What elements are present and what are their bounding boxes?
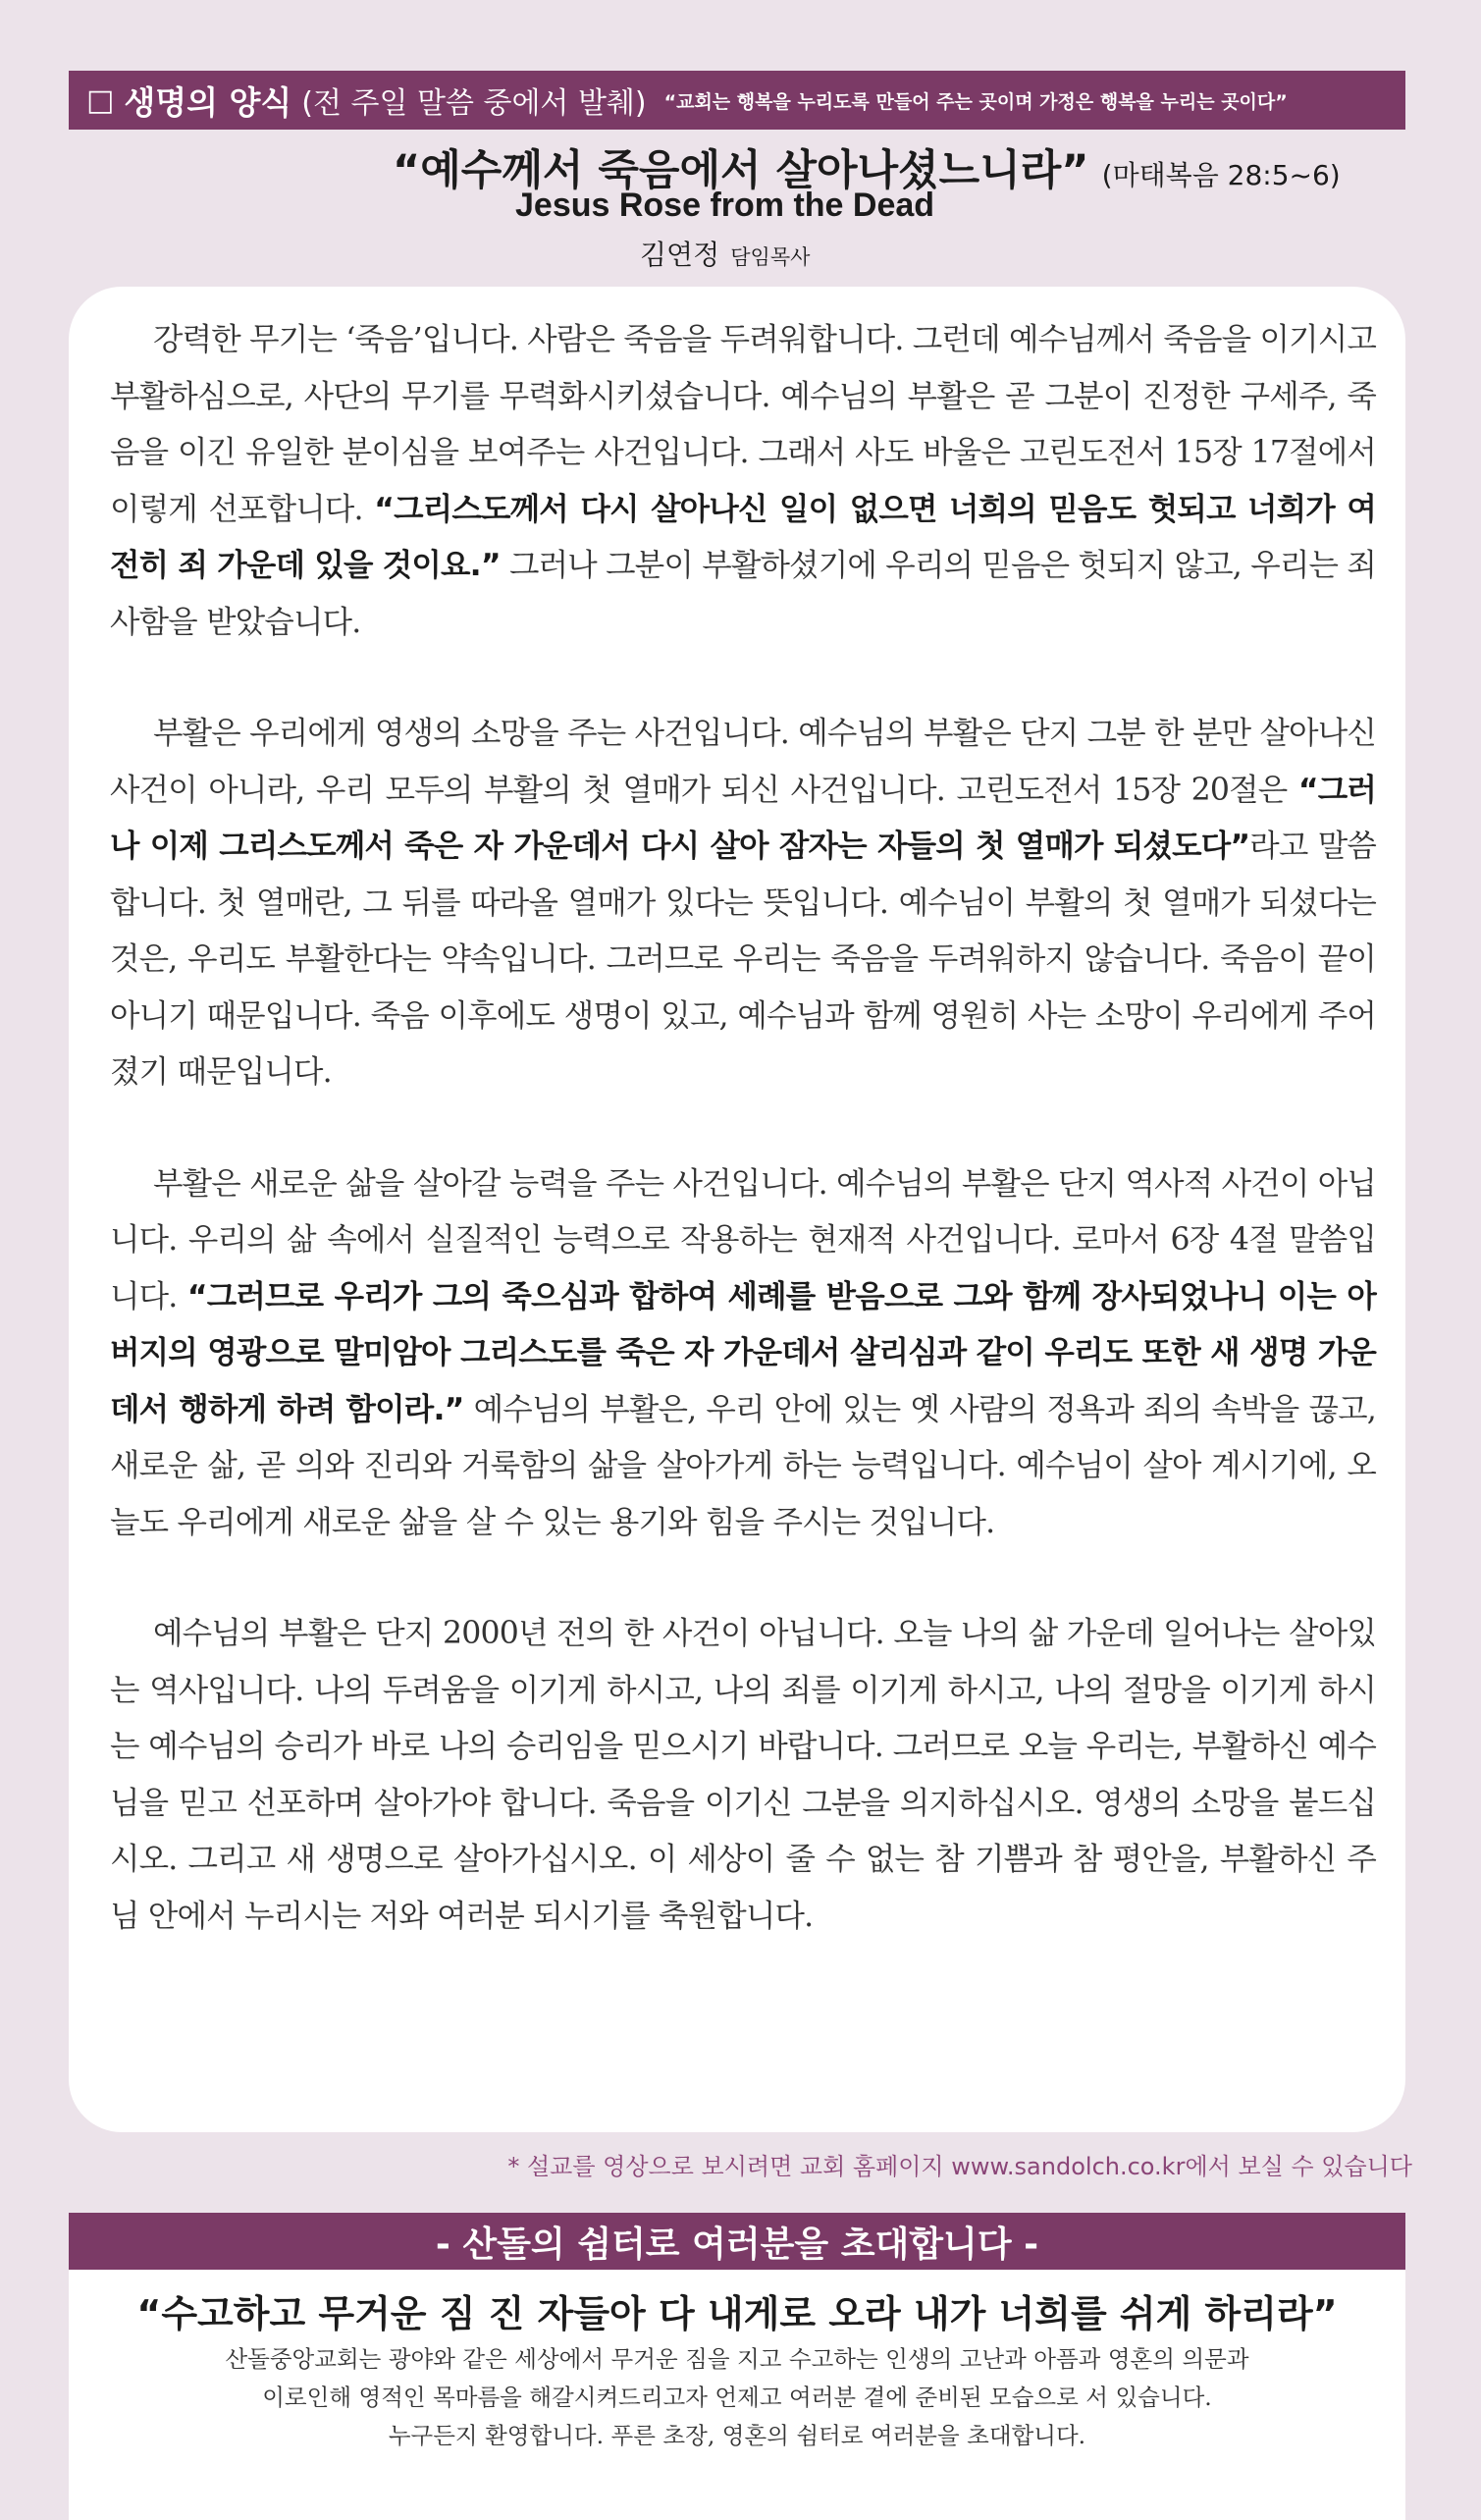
- checkbox-icon: □: [86, 82, 115, 118]
- p2-text: 부활은 우리에게 영생의 소망을 주는 사건입니다. 예수님의 부활은 단지 그분 한 분만 살아나신 사건이 아니라, 우리 모두의 부활의 첫 열매가 되신 사건입니다. 고린도전서 15장 20절은: [110, 716, 1376, 808]
- sermon-title-english: Jesus Rose from the Dead: [515, 187, 935, 224]
- pastor-name: 김연정: [640, 239, 720, 271]
- paragraph-4: 예수님의 부활은 단지 2000년 전의 한 사건이 아닙니다. 오늘 나의 삶 가운데 일어나는 살아있는 역사입니다. 나의 두려움을 이기게 하시고, 나의 죄를 이기게 하시고, 나의 절망을 이기게 하시는 예수님의 승리가 바로 나의 승리임을 믿으시기 바랍니다. 그러므로 오늘 우리는, 부활하신 예수님을 믿고 선포하며 살아가야 합니다. 죽음을 이기신 그분을 의지하십시오. 영생의 소망을 붙드십시오. 그리고 새 생명으로 살아가십시오. 이 세상이 줄 수 없는 참 기쁨과 참 평안을, 부활하신 주님 안에서 누리시는 저와 여러분 되시기를 축원합니다.: [110, 1616, 1376, 1934]
- p2-text-end: 라고 말씀합니다. 첫 열매란, 그 뒤를 따라올 열매가 있다는 뜻입니다. 예수님이 부활의 첫 열매가 되셨다는 것은, 우리도 부활한다는 약속입니다. 그러므로 우리는 죽음을 두려워하지 않습니다. 죽음이 끝이 아니기 때문입니다. 죽음 이후에도 생명이 있고, 예수님과 함께 영원히 사는 소망이 우리에게 주어졌기 때문입니다.: [110, 829, 1376, 1090]
- paragraph-1: [110, 312, 1376, 651]
- paragraph-3: [110, 1156, 1376, 1552]
- p3-text: 부활은 새로운 삶을 살아갈 능력을 주는 사건입니다. 예수님의 부활은 단지 역사적 사건이 아닙니다. 우리의 삶 속에서 실질적인 능력으로 작용하는 현재적 사건입니다. 로마서 6장 4절 말씀입니다.: [110, 1165, 1376, 1314]
- paragraph-2: [110, 706, 1376, 1101]
- p1-text-end: 그러나 그분이 부활하셨기에 우리의 믿음은 헛되지 않고, 우리는 죄 사함을 받았습니다.: [110, 548, 1377, 640]
- scripture-reference: (마태복음 28:5~6): [1101, 159, 1341, 191]
- sermon-title: “예수께서 죽음에서 살아나셨느니라”: [393, 146, 1089, 195]
- video-note: * 설교를 영상으로 보시려면 교회 홈페이지 www.sandolch.co.kr에서 보실 수 있습니다: [507, 2153, 1412, 2180]
- invite-banner: - 산돌의 쉼터로 여러분을 초대합니다 -: [69, 2213, 1405, 2270]
- church-motto: “교회는 행복을 누리도록 만들어 주는 곳이며 가정은 행복을 누리는 곳이다”: [663, 90, 1288, 113]
- sermon-body: [110, 312, 1376, 2000]
- p3-text-end: 예수님의 부활은, 우리 안에 있는 옛 사람의 정욕과 죄의 속박을 끊고, 새로운 삶, 곧 의와 진리와 거룩함의 삶을 살아가게 하는 능력입니다. 예수님이 살아 계시기에, 오늘도 우리에게 새로운 삶을 살 수 있는 용기와 힘을 주시는 것입니다.: [110, 1391, 1376, 1540]
- section-header: [69, 71, 1405, 130]
- source-note: (전 주일 말씀 중에서 발췌): [301, 86, 647, 121]
- invite-line: 산돌중앙교회는 광야와 같은 세상에서 무거운 짐을 지고 수고하는 인생의 고난과 아픔과 영혼의 의문과: [225, 2345, 1249, 2373]
- invite-line: 이로인해 영적인 목마름을 해갈시켜드리고자 언제고 여러분 곁에 준비된 모습으로 서 있습니다.: [262, 2384, 1212, 2411]
- section-title: 생명의 양식: [124, 82, 292, 122]
- p2-quote: “그러나 이제 그리스도께서 죽은 자 가운데서 다시 살아 잠자는 자들의 첫 열매가 되셨도다”: [110, 772, 1376, 864]
- invite-body: [69, 2340, 1405, 2455]
- p1-quote: “그리스도께서 다시 살아나신 일이 없으면 너희의 믿음도 헛되고 너희가 여전히 죄 가운데 있을 것이요.”: [110, 491, 1377, 583]
- p3-quote: “그러므로 우리가 그의 죽으심과 합하여 세례를 받음으로 그와 함께 장사되었나니 이는 아버지의 영광으로 말미암아 그리스도를 죽은 자 가운데서 살리심과 같이 우리도 또한 새 생명 가운데서 행하게 하려 함이라.”: [110, 1278, 1377, 1427]
- pastor-role: 담임목사: [730, 245, 811, 269]
- pastor-credit: [640, 234, 810, 273]
- invite-quote: “수고하고 무거운 짐 진 자들아 다 내게로 오라 내가 너희를 쉬게 하리라”: [136, 2292, 1338, 2335]
- invite-line: 누구든지 환영합니다. 푸른 초장, 영혼의 쉼터로 여러분을 초대합니다.: [388, 2422, 1086, 2449]
- p1-text: 강력한 무기는 ‘죽음’입니다. 사람은 죽음을 두려워합니다. 그런데 예수님께서 죽음을 이기시고 부활하심으로, 사단의 무기를 무력화시키셨습니다. 예수님의 부활은 곧 그분이 진정한 구세주, 죽음을 이긴 유일한 분이심을 보여주는 사건입니다. 그래서 사도 바울은 고린도전서 15장 17절에서 이렇게 선포합니다.: [110, 322, 1376, 527]
